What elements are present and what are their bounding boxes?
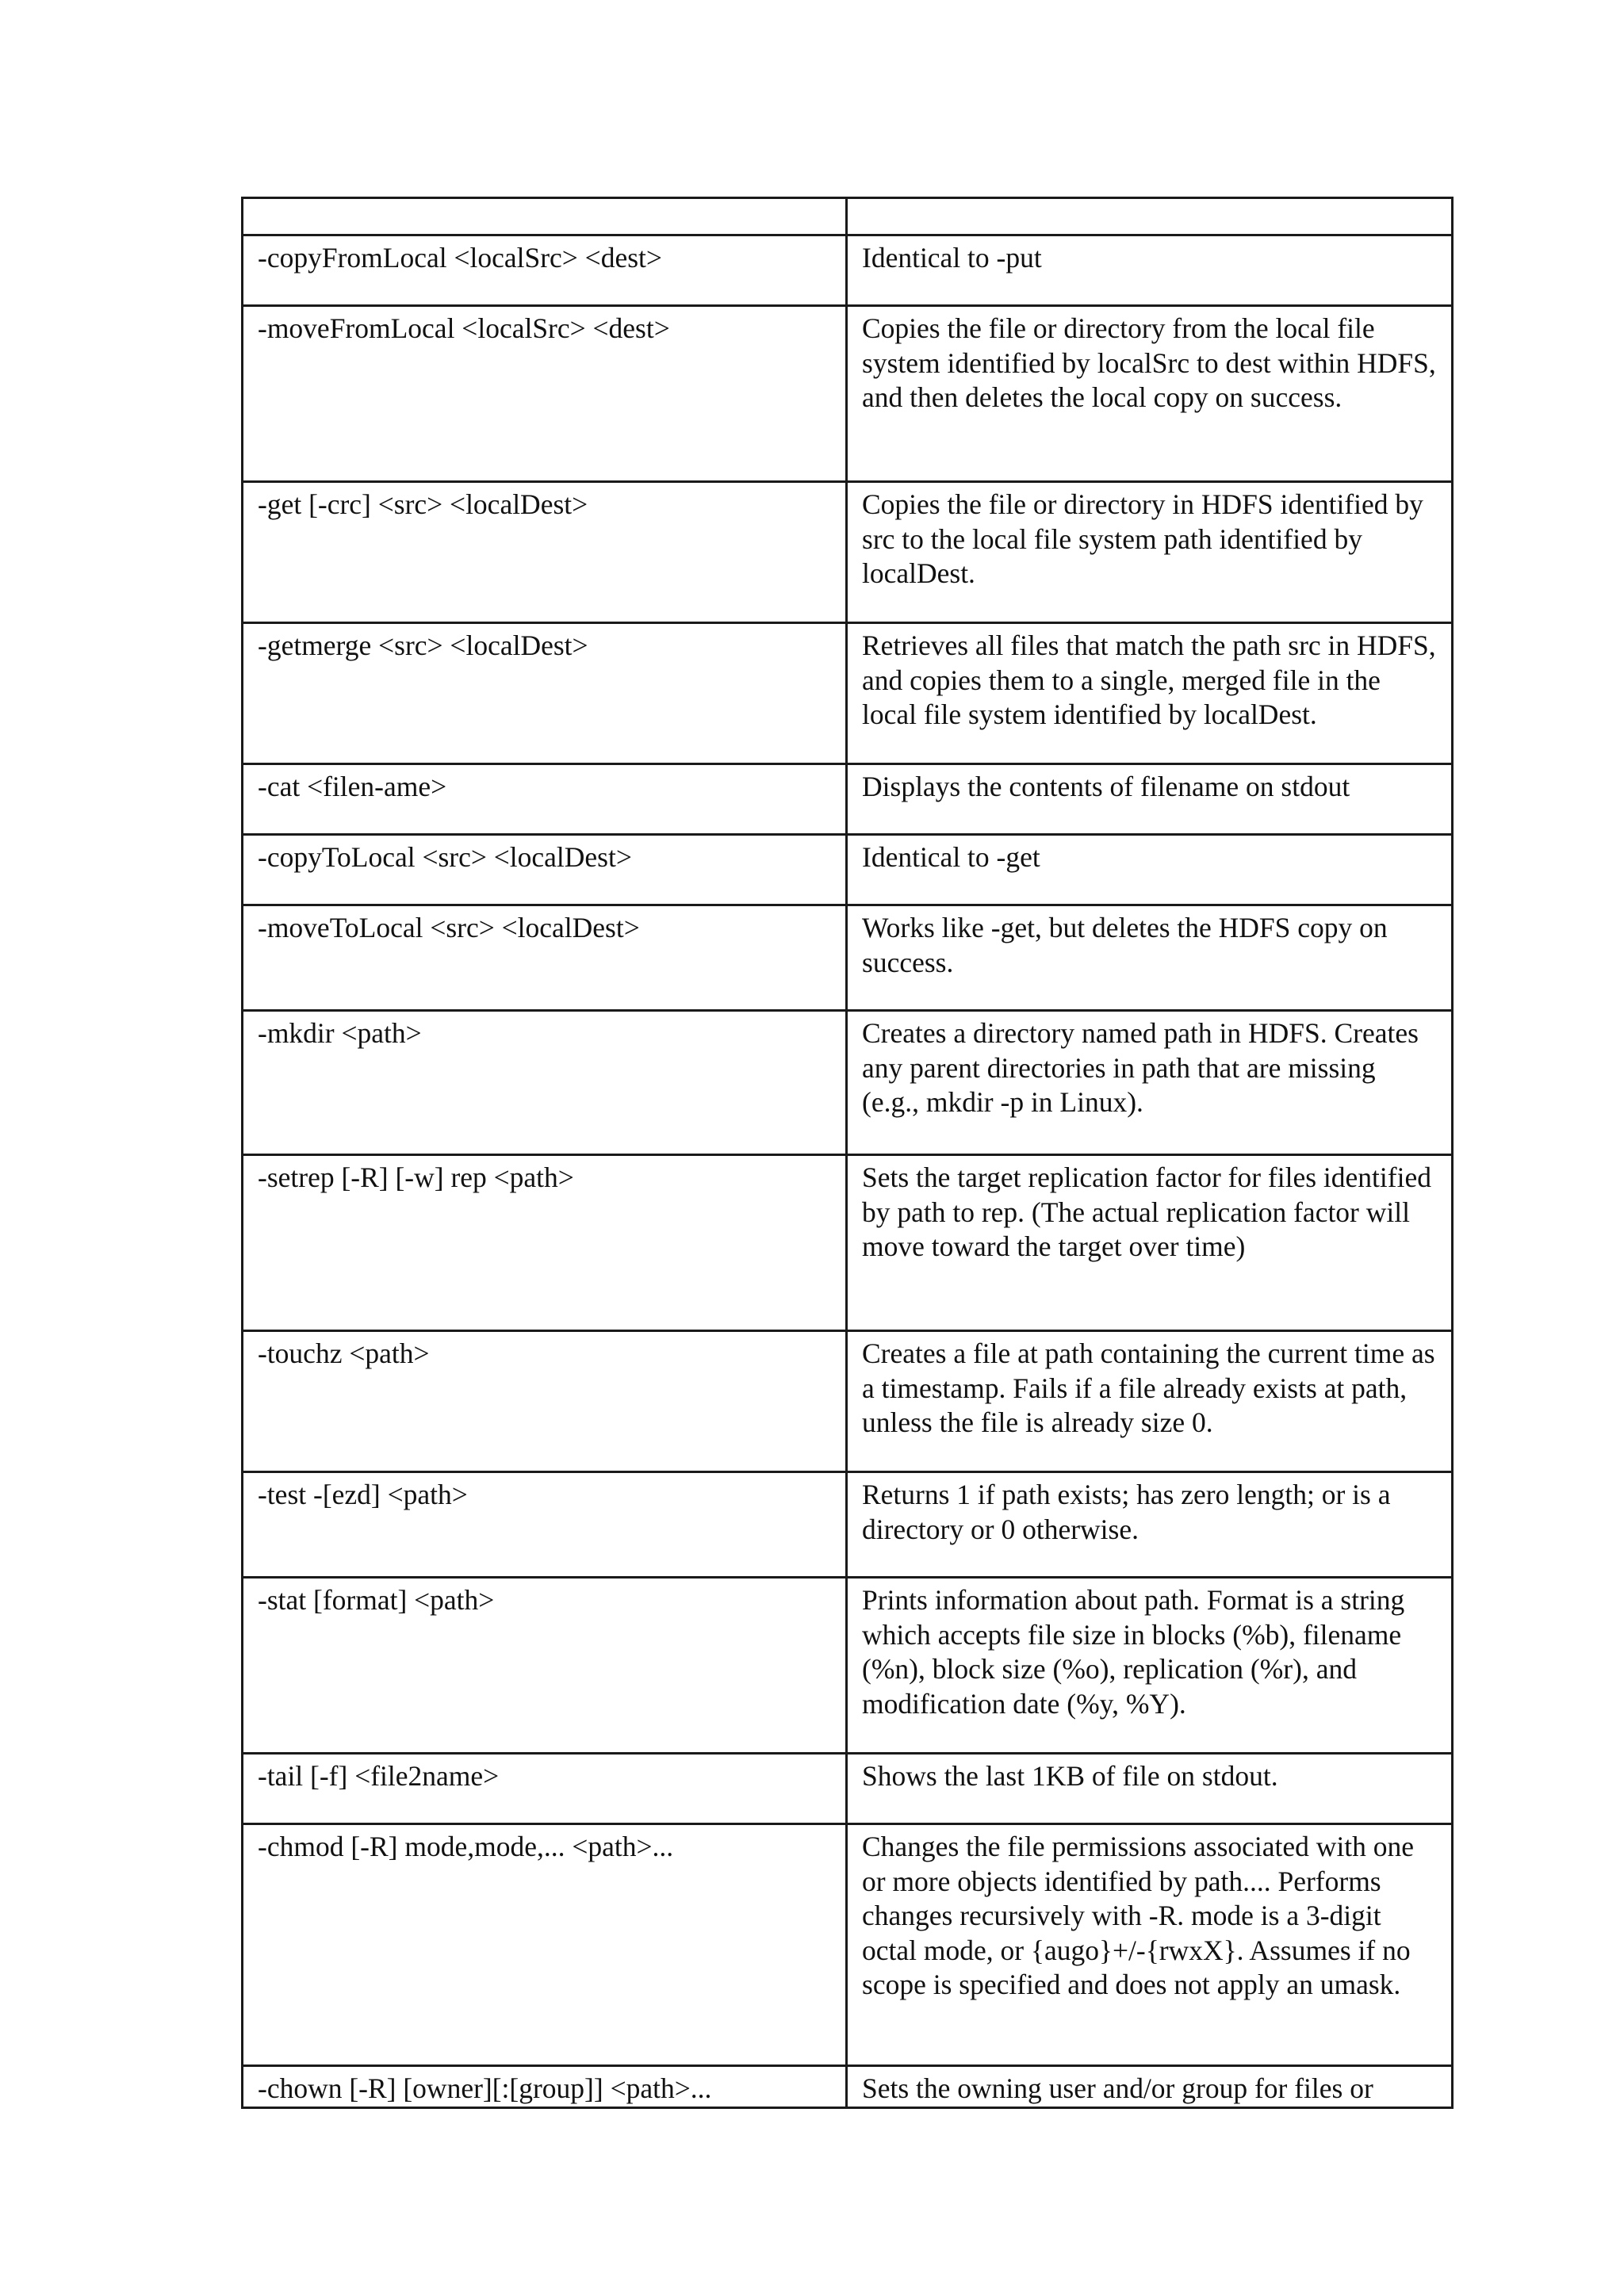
table-row (243, 198, 1453, 235)
table-row (243, 1155, 1453, 1331)
hdfs-command-table (241, 197, 1454, 2109)
command-cell: -cat <filen-ame> (243, 764, 847, 835)
table-row (243, 1331, 1453, 1472)
table-row (243, 835, 1453, 905)
description-cell (847, 198, 1453, 235)
table-row (243, 1754, 1453, 1824)
description-cell: Prints information about path. Format is a string which accepts file size in blocks (%b), filename (%n), block size (%o), replication (%r), and modification date (%y, %Y). (847, 1578, 1453, 1754)
description-cell: Returns 1 if path exists; has zero length; or is a directory or 0 otherwise. (847, 1472, 1453, 1578)
command-cell: -copyFromLocal <localSrc> <dest> (243, 235, 847, 306)
description-cell: Works like -get, but deletes the HDFS copy on success. (847, 905, 1453, 1011)
description-cell: Creates a directory named path in HDFS. Creates any parent directories in path that are missing (e.g., mkdir -p in Linux). (847, 1011, 1453, 1155)
description-cell: Shows the last 1KB of file on stdout. (847, 1754, 1453, 1824)
description-cell: Changes the file permissions associated with one or more objects identified by path.... Performs changes recursively with -R. mode is a 3-digit octal mode, or {augo}+/-{rwxX}. Assumes if no scope is specified and does not apply an umask. (847, 1824, 1453, 2066)
description-cell: Creates a file at path containing the current time as a timestamp. Fails if a file already exists at path, unless the file is already size 0. (847, 1331, 1453, 1472)
command-cell: -copyToLocal <src> <localDest> (243, 835, 847, 905)
table-row (243, 235, 1453, 306)
table-row (243, 905, 1453, 1011)
command-cell: -getmerge <src> <localDest> (243, 623, 847, 764)
table-row (243, 1011, 1453, 1155)
command-cell: -get [-crc] <src> <localDest> (243, 482, 847, 623)
command-cell: -setrep [-R] [-w] rep <path> (243, 1155, 847, 1331)
table-row (243, 1824, 1453, 2066)
command-cell: -mkdir <path> (243, 1011, 847, 1155)
table-row (243, 1578, 1453, 1754)
table-row (243, 1472, 1453, 1578)
table-row (243, 623, 1453, 764)
command-cell: -test -[ezd] <path> (243, 1472, 847, 1578)
description-cell: Sets the owning user and/or group for files or (847, 2066, 1453, 2108)
description-cell: Copies the file or directory in HDFS identified by src to the local file system path identified by localDest. (847, 482, 1453, 623)
description-cell: Displays the contents of filename on stdout (847, 764, 1453, 835)
description-cell: Copies the file or directory from the local file system identified by localSrc to dest within HDFS, and then deletes the local copy on success. (847, 306, 1453, 482)
command-cell: -tail [-f] <file2name> (243, 1754, 847, 1824)
command-cell: -touchz <path> (243, 1331, 847, 1472)
table-row (243, 764, 1453, 835)
table-row (243, 306, 1453, 482)
command-cell: -moveToLocal <src> <localDest> (243, 905, 847, 1011)
command-cell: -moveFromLocal <localSrc> <dest> (243, 306, 847, 482)
command-cell: -stat [format] <path> (243, 1578, 847, 1754)
command-cell: -chmod [-R] mode,mode,... <path>... (243, 1824, 847, 2066)
table-row (243, 2066, 1453, 2108)
description-cell: Sets the target replication factor for files identified by path to rep. (The actual replication factor will move toward the target over time) (847, 1155, 1453, 1331)
command-cell (243, 198, 847, 235)
description-cell: Identical to -get (847, 835, 1453, 905)
description-cell: Retrieves all files that match the path src in HDFS, and copies them to a single, merged file in the local file system identified by localDest. (847, 623, 1453, 764)
description-cell: Identical to -put (847, 235, 1453, 306)
table-row (243, 482, 1453, 623)
command-cell: -chown [-R] [owner][:[group]] <path>... (243, 2066, 847, 2108)
